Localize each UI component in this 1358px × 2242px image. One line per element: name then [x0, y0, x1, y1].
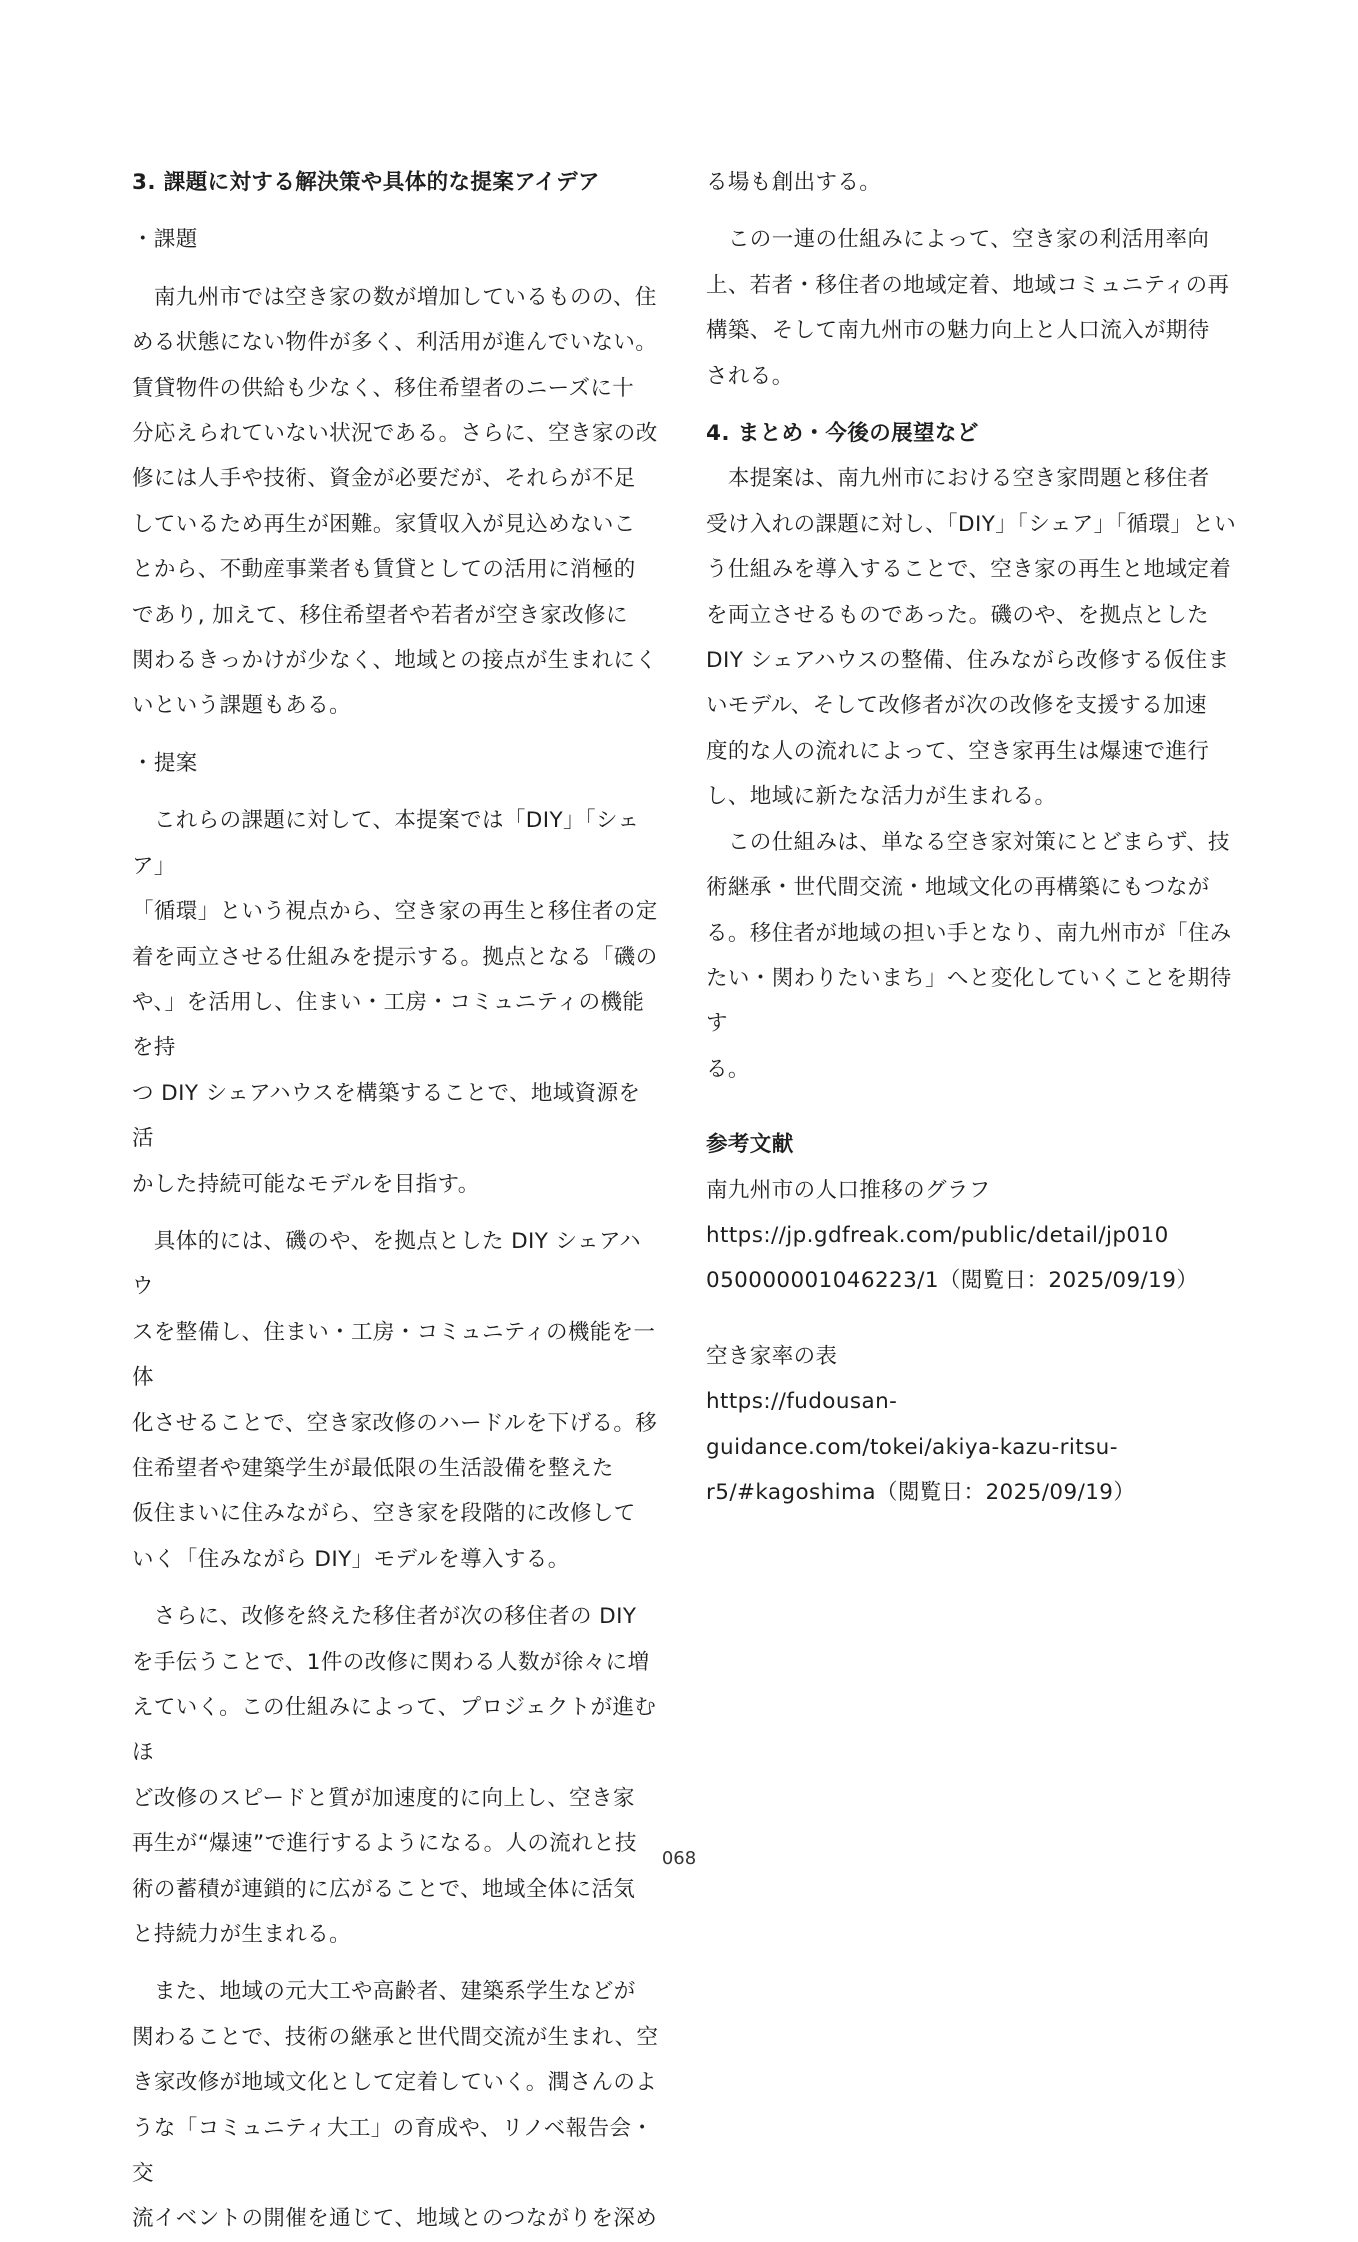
reference-1-title: 南九州市の人口推移のグラフ: [706, 1177, 991, 1203]
left-column: [132, 160, 662, 2242]
issue-label: ・課題: [132, 227, 198, 253]
section4-paragraph-1: 本提案は、南九州市における空き家問題と移住者 受け入れの課題に対し、「DIY」「シェア」「循環」とい う仕組みを導入することで、空き家の再生と地域定着 を両立させるものであった。磯のや、を拠点とした DIY シェアハウスの整備、住みながら改修する仮住ま いモデル、そして改修者が次の改修を支援する加速 度的な人の流れによって、空き家再生は爆速で進行 し、地域に新たな活力が生まれる。: [706, 466, 1237, 810]
proposal-paragraph-2: 具体的には、磯のや、を拠点とした DIY シェアハウ スを整備し、住まい・工房・コミュニティの機能を一体 化させることで、空き家改修のハードルを下げる。移 住希望者や建築学生が最低限の生活設備を整えた 仮住まいに住みながら、空き家を段階的に改修して いく「住みながら DIY」モデルを導入する。: [132, 1228, 658, 1572]
proposal-paragraph-4: また、地域の元大工や高齢者、建築系学生などが 関わることで、技術の継承と世代間交流が生まれ、空 き家改修が地域文化として定着していく。潤さんのよ うな「コミュニティ大工」の育成や、リノベ報告会・交 流イベントの開催を通じて、地域とのつながりを深め: [132, 1979, 659, 2232]
reference-1-url: https://jp.gdfreak.com/public/detail/jp010 050000001046223/1（閲覧日：2025/09/19）: [706, 1222, 1199, 1294]
summary-paragraph: この一連の仕組みによって、空き家の利活用率向 上、若者・移住者の地域定着、地域コミュニティの再 構築、そして南九州市の魅力向上と人口流入が期待 される。: [706, 227, 1230, 389]
section3-heading: 3. 課題に対する解決策や具体的な提案アイデア: [132, 170, 600, 195]
references-heading: 参考文献: [706, 1132, 794, 1158]
right-column: [706, 160, 1246, 1515]
proposal-paragraph-3: さらに、改修を終えた移住者が次の移住者の DIY を手伝うことで、1件の改修に関わる人数が徐々に増 えていく。この仕組みによって、プロジェクトが進むほ ど改修のスピードと質が加速度的に向上し、空き家 再生が“爆速”で進行するようになる。人の流れと技 術の蓄積が連鎖的に広がることで、地域全体に活気 と持続力が生まれる。: [132, 1604, 657, 1948]
proposal-paragraph-1: これらの課題に対して、本提案では「DIY」「シェア」 「循環」という視点から、空き家の再生と移住者の定 着を両立させる仕組みを提示する。拠点となる「磯の や、」を活用し、住まい・工房・コミュニティの機能を持 つ DIY シェアハウスを構築することで、地域資源を活 かした持続可能なモデルを目指す。: [132, 808, 658, 1197]
issue-paragraph: 南九州市では空き家の数が増加しているものの、住 める状態にない物件が多く、利活用が進んでいない。 賃貸物件の供給も少なく、移住希望者のニーズに十 分応えられていない状況である。さらに、空き家の改 修には人手や技術、資金が必要だが、それらが不足 しているため再生が困難。家賃収入が見込めないこ とから、不動産事業者も賃貸としての活用に消極的 であり, 加えて、移住希望者や若者が空き家改修に 関わるきっかけが少なく、地域との接点が生まれにく いという課題もある。: [132, 284, 658, 719]
continuation-text: る場も創出する。: [706, 170, 882, 195]
section4-paragraph-2: この仕組みは、単なる空き家対策にとどまらず、技 術継承・世代間交流・地域文化の再構築にもつなが る。移住者が地域の担い手となり、南九州市が「住み たい・関わりたいまち」へと変化していくことを期待す る。: [706, 829, 1232, 1082]
page-number: 068: [661, 1848, 697, 1869]
proposal-label: ・提案: [132, 750, 198, 776]
reference-2-url: https://fudousan- guidance.com/tokei/akiya-kazu-ritsu- r5/#kagoshima（閲覧日：2025/09/19）: [706, 1389, 1136, 1505]
reference-2-title: 空き家率の表: [706, 1343, 838, 1369]
section4-heading: 4. まとめ・今後の展望など: [706, 421, 979, 447]
